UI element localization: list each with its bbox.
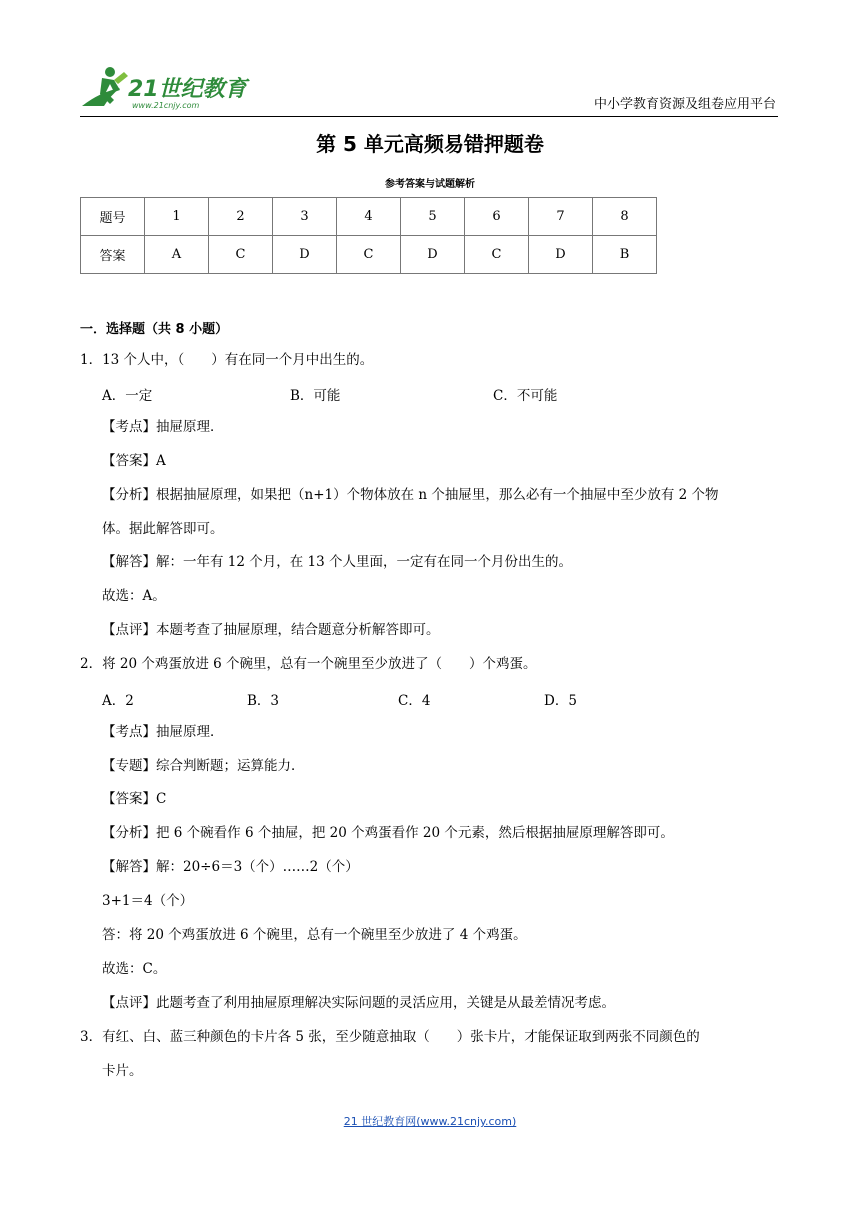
table-cell: 8 — [593, 198, 657, 236]
q1-comment: 【点评】本题考查了抽屉原理，结合题意分析解答即可。 — [102, 622, 440, 638]
table-cell: 4 — [337, 198, 401, 236]
table-cell: 6 — [465, 198, 529, 236]
q2-topic: 【专题】综合判断题；运算能力． — [102, 758, 305, 774]
q1-option-c: C．不可能 — [493, 388, 558, 404]
q2-option-d: D．5 — [544, 693, 577, 709]
q1-choose: 故选：A。 — [102, 588, 166, 604]
table-cell: D — [529, 236, 593, 274]
q2-answer: 【答案】C — [102, 791, 167, 807]
table-row-numbers — [81, 198, 657, 236]
table-cell: D — [401, 236, 465, 274]
q2-comment: 【点评】此题考查了利用抽屉原理解决实际问题的灵活应用，关键是从最差情况考虑。 — [102, 995, 615, 1011]
table-cell: D — [273, 236, 337, 274]
svg-text:21世纪教育: 21世纪教育 — [128, 77, 247, 102]
q2-kaodian: 【考点】抽屉原理． — [102, 724, 224, 740]
q2-option-a: A．2 — [102, 693, 134, 709]
q2-calc: 3+1＝4（个） — [102, 893, 194, 909]
table-cell-label: 题号 — [81, 198, 145, 236]
table-cell: 7 — [529, 198, 593, 236]
runner-logo-icon — [80, 62, 250, 112]
q3-stem-cont: 卡片。 — [102, 1063, 143, 1079]
q2-option-c: C．4 — [398, 693, 431, 709]
q1-option-a: A．一定 — [102, 388, 153, 404]
q2-choose: 故选：C。 — [102, 961, 167, 977]
table-cell: C — [209, 236, 273, 274]
q3-stem: 3．有红、白、蓝三种颜色的卡片各 5 张，至少随意抽取（ ）张卡片，才能保证取到两张不同颜色的 — [80, 1029, 700, 1045]
footer — [0, 1113, 860, 1129]
table-cell: 1 — [145, 198, 209, 236]
table-cell-label: 答案 — [81, 236, 145, 274]
table-cell: 3 — [273, 198, 337, 236]
footer-link[interactable]: 21 世纪教育网(www.21cnjy.com) — [343, 1115, 517, 1128]
q1-kaodian: 【考点】抽屉原理． — [102, 419, 224, 435]
page-title: 第 5 单元高频易错押题卷 — [316, 132, 544, 156]
q1-solution: 【解答】解：一年有 12 个月，在 13 个人里面，一定有在同一个月份出生的。 — [102, 554, 573, 570]
q1-analysis: 【分析】根据抽屉原理，如果把（n+1）个物体放在 n 个抽屉里，那么必有一个抽屉中至少放有 2 个物 — [102, 487, 719, 503]
q1-analysis-cont: 体。据此解答即可。 — [102, 521, 224, 537]
page-header — [80, 62, 778, 117]
table-cell: C — [465, 236, 529, 274]
table-cell: B — [593, 236, 657, 274]
answer-table — [80, 197, 657, 274]
q1-answer: 【答案】A — [102, 453, 166, 469]
q2-analysis: 【分析】把 6 个碗看作 6 个抽屉，把 20 个鸡蛋看作 20 个元素，然后根据抽屉原理解答即可。 — [102, 825, 674, 841]
svg-text:www.21cnjy.com: www.21cnjy.com — [132, 101, 200, 110]
q2-solution: 【解答】解：20÷6＝3（个）……2（个） — [102, 859, 359, 875]
table-cell: C — [337, 236, 401, 274]
q1-option-b: B．可能 — [290, 388, 341, 404]
logo — [80, 62, 250, 112]
q2-stem: 2．将 20 个鸡蛋放进 6 个碗里，总有一个碗里至少放进了（ ）个鸡蛋。 — [80, 656, 537, 672]
table-cell: A — [145, 236, 209, 274]
table-row-answers — [81, 236, 657, 274]
page-subtitle: 参考答案与试题解析 — [385, 179, 475, 190]
table-cell: 2 — [209, 198, 273, 236]
q2-reply: 答：将 20 个鸡蛋放进 6 个碗里，总有一个碗里至少放进了 4 个鸡蛋。 — [102, 927, 527, 943]
section-title: 一．选择题（共 8 小题） — [80, 322, 229, 337]
q1-stem: 1．13 个人中，（ ）有在同一个月中出生的。 — [80, 352, 374, 368]
q2-option-b: B．3 — [247, 693, 280, 709]
table-cell: 5 — [401, 198, 465, 236]
platform-name: 中小学教育资源及组卷应用平台 — [593, 97, 776, 112]
